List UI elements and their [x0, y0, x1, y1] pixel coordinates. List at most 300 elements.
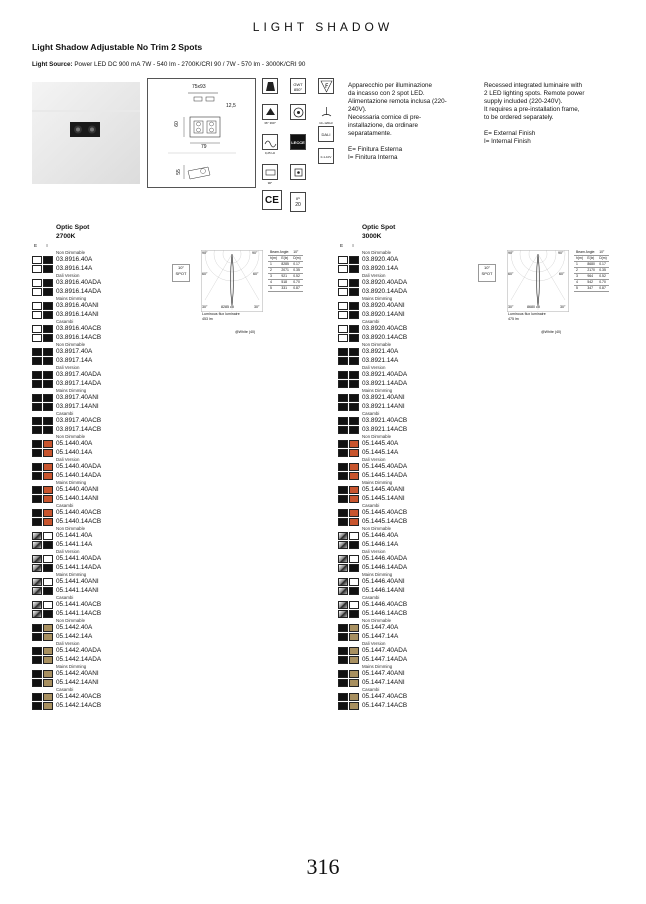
product-code[interactable]: 03.8916.14A	[56, 264, 93, 272]
polar-angle: 30°	[254, 305, 260, 309]
product-code[interactable]: 05.1446.40ACB	[362, 601, 408, 608]
product-code[interactable]: 03.8917.14ADA	[56, 379, 102, 387]
external-finish-swatch	[338, 541, 348, 549]
external-finish-swatch	[338, 463, 348, 471]
dimming-label: Dali Version	[362, 457, 386, 462]
code-group	[32, 572, 162, 595]
tilt-icon	[318, 104, 334, 120]
rotation-icon	[290, 104, 306, 120]
product-code[interactable]: 05.1442.14ANI	[56, 678, 99, 686]
product-code-row	[32, 334, 162, 343]
product-code[interactable]: 05.1442.40ANI	[56, 670, 99, 677]
finish-swatch	[32, 426, 53, 434]
product-code-row	[338, 288, 468, 297]
external-finish-swatch	[32, 302, 42, 310]
external-finish-swatch	[32, 472, 42, 480]
product-code[interactable]: 05.1446.40ANI	[362, 578, 405, 585]
code-group	[32, 641, 162, 664]
product-code-row	[338, 440, 468, 449]
product-code[interactable]: 05.1447.14ADA	[362, 655, 408, 663]
external-finish-swatch	[338, 380, 348, 388]
finish-swatch	[32, 311, 53, 319]
product-code[interactable]: 03.8916.14ADA	[56, 287, 102, 295]
dimming-label: Casambi	[362, 595, 380, 600]
external-finish-swatch	[32, 426, 42, 434]
finish-swatch	[32, 265, 53, 273]
dimming-label: Dali Version	[362, 273, 386, 278]
product-code[interactable]: 05.1445.14ACB	[362, 517, 408, 525]
dimming-label: Mains Dimming	[56, 296, 87, 301]
product-code[interactable]: 05.1441.14ACB	[56, 609, 102, 617]
product-code[interactable]: 05.1442.40A	[56, 624, 93, 631]
polar-angle: 60°	[253, 272, 259, 276]
beam-table-cell: 331	[279, 286, 291, 292]
internal-finish-swatch	[43, 334, 53, 342]
beam-table-cell: 8285	[279, 262, 291, 268]
product-code[interactable]: 03.8916.40ANI	[56, 302, 99, 309]
optic-spot-label: Optic Spot	[362, 224, 396, 231]
internal-finish-swatch	[43, 564, 53, 572]
product-code[interactable]: 05.1442.40ADA	[56, 647, 102, 654]
product-code-row	[338, 325, 468, 334]
finish-swatch	[338, 302, 359, 310]
internal-finish-swatch	[43, 624, 53, 632]
product-code-row	[338, 587, 468, 596]
product-code[interactable]: 03.8916.14ANI	[56, 310, 99, 318]
internal-finish-swatch	[43, 610, 53, 618]
product-code[interactable]: 03.8917.14ACB	[56, 425, 102, 433]
finish-swatch	[338, 555, 359, 563]
external-finish-swatch	[338, 532, 348, 540]
finish-swatch	[32, 440, 53, 448]
description-it	[348, 82, 478, 162]
external-finish-swatch	[338, 610, 348, 618]
product-code-row	[32, 426, 162, 435]
product-code[interactable]: 03.8921.14ADA	[362, 379, 408, 387]
external-finish-swatch	[338, 509, 348, 517]
product-code-row	[32, 394, 162, 403]
product-code[interactable]: 05.1446.40ADA	[362, 555, 408, 562]
svg-text:F: F	[325, 83, 329, 90]
finish-swatch	[338, 463, 359, 471]
description-line: Alimentazione remota inclusa (220-	[348, 98, 447, 105]
finish-swatch	[32, 348, 53, 356]
finish-swatch	[338, 587, 359, 595]
beam-angle-label: Beam Angle:	[576, 250, 596, 254]
finish-swatch	[338, 624, 359, 632]
product-code-row	[32, 532, 162, 541]
code-group	[32, 342, 162, 365]
product-code-row	[32, 647, 162, 656]
product-code[interactable]: 03.8917.40A	[56, 348, 93, 355]
beam-table-cell: 0.35	[597, 268, 609, 274]
product-code[interactable]: 05.1445.14A	[362, 448, 399, 456]
code-group	[338, 664, 468, 687]
internal-finish-swatch	[43, 302, 53, 310]
product-code[interactable]: 05.1440.14A	[56, 448, 93, 456]
internal-finish-swatch	[349, 702, 359, 710]
finish-swatch	[32, 463, 53, 471]
product-code[interactable]: 05.1442.14A	[56, 632, 93, 640]
product-code[interactable]: 05.1446.14ADA	[362, 563, 408, 571]
external-finish-swatch	[338, 555, 348, 563]
product-code-row	[32, 601, 162, 610]
finish-swatch	[32, 394, 53, 402]
product-code-row	[338, 394, 468, 403]
dimming-label: Casambi	[56, 319, 74, 324]
finish-swatch	[338, 670, 359, 678]
internal-finish-swatch	[43, 587, 53, 595]
finish-swatch	[338, 518, 359, 526]
finish-swatch	[32, 633, 53, 641]
polar-angle: 60°	[202, 272, 208, 276]
description-line: da incasso con 2 spot LED.	[348, 90, 425, 97]
internal-finish-swatch	[349, 463, 359, 471]
product-code[interactable]: 03.8920.40ADA	[362, 279, 408, 286]
finish-swatch	[338, 394, 359, 402]
dimming-label: Casambi	[56, 503, 74, 508]
product-code[interactable]: 03.8917.14A	[56, 356, 93, 364]
product-code-row	[32, 670, 162, 679]
dimming-label: Mains Dimming	[362, 480, 393, 485]
internal-finish-swatch	[349, 587, 359, 595]
product-code[interactable]: 05.1447.14ACB	[362, 701, 408, 709]
finish-swatch	[32, 670, 53, 678]
external-finish-swatch	[338, 587, 348, 595]
internal-finish-swatch	[349, 256, 359, 264]
product-code[interactable]: 05.1442.14ADA	[56, 655, 102, 663]
flicker-icon	[262, 134, 278, 150]
product-code-row	[32, 472, 162, 481]
finish-swatch	[338, 426, 359, 434]
finish-swatch	[338, 495, 359, 503]
product-code[interactable]: 03.8920.14ADA	[362, 287, 408, 295]
product-code[interactable]: 05.1440.14ACB	[56, 517, 102, 525]
product-code-row	[32, 256, 162, 265]
product-code[interactable]: 05.1440.40A	[56, 440, 93, 447]
finish-swatch	[338, 357, 359, 365]
product-code[interactable]: 05.1442.40ACB	[56, 693, 102, 700]
finish-swatch	[32, 449, 53, 457]
product-code[interactable]: 05.1446.14A	[362, 540, 399, 548]
product-code[interactable]: 03.8916.14ACB	[56, 333, 102, 341]
internal-finish-swatch	[349, 495, 359, 503]
product-code-row	[32, 578, 162, 587]
product-code[interactable]: 03.8920.40ANI	[362, 302, 405, 309]
external-finish-swatch	[338, 693, 348, 701]
internal-finish-swatch	[43, 394, 53, 402]
external-finish-swatch	[338, 518, 348, 526]
beam-table-cell: 1	[268, 262, 279, 268]
product-code[interactable]: 03.8920.14ANI	[362, 310, 405, 318]
product-code-row	[32, 624, 162, 633]
product-code[interactable]: 03.8916.40ADA	[56, 279, 102, 286]
code-group	[32, 687, 162, 710]
product-code-row	[32, 693, 162, 702]
beam-table-cell: 8680	[585, 262, 597, 268]
external-finish-swatch	[32, 610, 42, 618]
dimming-label: Dali Version	[56, 365, 80, 370]
product-code-row	[338, 702, 468, 711]
product-code[interactable]: 03.8921.40ANI	[362, 394, 405, 401]
flicker-label: 0,25 Hz	[264, 151, 276, 155]
product-code[interactable]: 05.1445.14ANI	[362, 494, 405, 502]
product-code-row	[338, 518, 468, 527]
product-code-row	[32, 325, 162, 334]
product-code[interactable]: 03.8917.40ANI	[56, 394, 99, 401]
internal-finish-swatch	[43, 463, 53, 471]
finish-swatch	[32, 403, 53, 411]
product-code[interactable]: 05.1440.14ADA	[56, 471, 102, 479]
product-code-row	[338, 371, 468, 380]
code-group	[338, 434, 468, 457]
product-photo	[32, 82, 140, 184]
product-code[interactable]: 05.1441.14ADA	[56, 563, 102, 571]
polar-diagram	[172, 250, 272, 350]
external-finish-swatch	[338, 417, 348, 425]
product-code[interactable]: 03.8921.40A	[362, 348, 399, 355]
product-code[interactable]: 05.1447.14A	[362, 632, 399, 640]
beam-table-cell: 0.52	[597, 274, 609, 280]
finish-swatch	[32, 578, 53, 586]
luminous-flux: Luminous flux luminaire 475 lm	[508, 312, 546, 321]
finish-swatch	[32, 693, 53, 701]
code-group	[32, 526, 162, 549]
description-line: I= Internal Finish	[484, 138, 531, 145]
beam-table-cell: 5	[268, 286, 279, 292]
beam-table-cell: 3	[574, 274, 585, 280]
internal-finish-swatch	[349, 486, 359, 494]
finish-swatch	[32, 256, 53, 264]
external-finish-swatch	[338, 288, 348, 296]
internal-finish-swatch	[43, 288, 53, 296]
internal-finish-swatch	[349, 541, 359, 549]
external-finish-swatch	[338, 472, 348, 480]
product-code[interactable]: 05.1441.40ADA	[56, 555, 102, 562]
product-code-row	[338, 679, 468, 688]
internal-finish-swatch	[43, 311, 53, 319]
product-code-row	[32, 403, 162, 412]
dimming-label: Dali Version	[56, 549, 80, 554]
beam-table-header: D(m)	[599, 256, 607, 260]
page-number: 316	[306, 854, 340, 879]
code-group	[338, 503, 468, 526]
code-group	[338, 411, 468, 434]
product-code[interactable]: 03.8921.14A	[362, 356, 399, 364]
dimming-label: Non Dimmable	[56, 342, 86, 347]
product-code[interactable]: 03.8917.14ANI	[56, 402, 99, 410]
internal-finish-swatch	[43, 532, 53, 540]
external-finish-swatch	[338, 334, 348, 342]
product-code[interactable]: 05.1440.14ANI	[56, 494, 99, 502]
lecce-icon: LECCE	[290, 134, 306, 150]
polar-diagram	[478, 250, 578, 350]
beam-table-cell: 1	[574, 262, 585, 268]
product-code[interactable]: 03.8917.40ADA	[56, 371, 102, 378]
internal-finish-swatch	[349, 265, 359, 273]
product-code-row	[32, 495, 162, 504]
finish-swatch	[338, 449, 359, 457]
beam-table-cell: 347	[585, 286, 597, 292]
product-code-row	[32, 279, 162, 288]
internal-finish-swatch	[43, 670, 53, 678]
code-group	[32, 503, 162, 526]
product-code[interactable]: 05.1441.40ACB	[56, 601, 102, 608]
code-group	[32, 273, 162, 296]
external-finish-swatch	[338, 325, 348, 333]
product-code-row	[338, 426, 468, 435]
product-code[interactable]: 05.1445.40A	[362, 440, 399, 447]
dimming-label: Dali Version	[56, 641, 80, 646]
product-code-row	[338, 610, 468, 619]
description-line: Necessaria cornice di pre-	[348, 114, 422, 121]
code-group	[32, 319, 162, 342]
finish-swatch	[32, 702, 53, 710]
finish-swatch	[338, 541, 359, 549]
product-code[interactable]: 05.1440.40ACB	[56, 509, 102, 516]
internal-finish-swatch	[43, 426, 53, 434]
internal-finish-swatch	[43, 256, 53, 264]
product-code-row	[32, 302, 162, 311]
beam-table-row	[268, 286, 303, 292]
product-code-row	[338, 486, 468, 495]
product-code[interactable]: 05.1447.40ANI	[362, 670, 405, 677]
finish-swatch	[32, 587, 53, 595]
external-finish-swatch	[338, 440, 348, 448]
product-code[interactable]: 03.8916.40ACB	[56, 325, 102, 332]
code-group	[338, 250, 468, 273]
product-code[interactable]: 05.1446.40A	[362, 532, 399, 539]
dimming-label: Casambi	[362, 503, 380, 508]
product-code[interactable]: 03.8920.40ACB	[362, 325, 408, 332]
product-code[interactable]: 05.1446.14ANI	[362, 586, 405, 594]
dimming-label: Mains Dimming	[56, 572, 87, 577]
product-code-row	[338, 348, 468, 357]
product-code[interactable]: 03.8920.14A	[362, 264, 399, 272]
external-finish-swatch	[338, 371, 348, 379]
finish-swatch	[338, 610, 359, 618]
product-code[interactable]: 05.1442.14ACB	[56, 701, 102, 709]
product-code-row	[32, 486, 162, 495]
finish-swatch	[32, 518, 53, 526]
product-code[interactable]: 03.8921.40ACB	[362, 417, 408, 424]
external-finish-swatch	[338, 449, 348, 457]
external-finish-swatch	[32, 679, 42, 687]
product-code[interactable]: 05.1440.40ANI	[56, 486, 99, 493]
product-code-row	[338, 670, 468, 679]
code-group	[32, 411, 162, 434]
product-code-row	[338, 564, 468, 573]
product-code-row	[32, 587, 162, 596]
dimming-label: Casambi	[362, 411, 380, 416]
internal-finish-swatch	[43, 403, 53, 411]
internal-finish-swatch	[349, 311, 359, 319]
cct-label: 2700K	[56, 232, 76, 240]
product-code-row	[338, 532, 468, 541]
external-finish-swatch	[32, 670, 42, 678]
finish-swatch	[338, 325, 359, 333]
code-group	[32, 664, 162, 687]
finish-swatch	[338, 256, 359, 264]
finish-swatch	[32, 541, 53, 549]
code-group	[32, 457, 162, 480]
internal-finish-swatch	[43, 509, 53, 517]
product-code[interactable]: 05.1441.14A	[56, 540, 93, 548]
external-finish-swatch	[32, 633, 42, 641]
product-code[interactable]: 03.8920.14ACB	[362, 333, 408, 341]
external-finish-swatch	[32, 449, 42, 457]
dimming-label: Mains Dimming	[56, 388, 87, 393]
external-finish-swatch	[32, 587, 42, 595]
finish-swatch	[338, 380, 359, 388]
product-code[interactable]: 05.1445.40ANI	[362, 486, 405, 493]
dimming-label: Non Dimmable	[362, 250, 392, 255]
product-code[interactable]: 05.1441.40A	[56, 532, 93, 539]
internal-finish-swatch	[349, 348, 359, 356]
description-line: E= Finitura Esterna	[348, 146, 403, 153]
product-code-row	[32, 357, 162, 366]
beam-table-cell: 4	[574, 280, 585, 286]
product-code[interactable]: 05.1440.40ADA	[56, 463, 102, 470]
product-code[interactable]: 05.1447.14ANI	[362, 678, 405, 686]
dim-height: 60	[173, 121, 180, 127]
beam-table-cell: 2071	[279, 268, 291, 274]
external-finish-swatch	[32, 578, 42, 586]
product-code[interactable]: 03.8921.14ACB	[362, 425, 408, 433]
product-code[interactable]: 03.8917.40ACB	[56, 417, 102, 424]
product-code[interactable]: 05.1447.40ACB	[362, 693, 408, 700]
code-group	[338, 365, 468, 388]
internal-finish-swatch	[349, 670, 359, 678]
dim-depth: 12,5	[226, 103, 236, 109]
internal-finish-swatch	[349, 417, 359, 425]
finish-swatch	[32, 679, 53, 687]
dimming-label: Dali Version	[362, 365, 386, 370]
internal-finish-swatch	[349, 601, 359, 609]
product-code-row	[32, 679, 162, 688]
product-code[interactable]: 03.8921.14ANI	[362, 402, 405, 410]
product-code[interactable]: 05.1447.40A	[362, 624, 399, 631]
product-code[interactable]: 03.8921.40ADA	[362, 371, 408, 378]
external-finish-swatch	[32, 518, 42, 526]
product-code-row	[338, 555, 468, 564]
finish-swatch	[32, 564, 53, 572]
product-code[interactable]: 05.1445.40ADA	[362, 463, 408, 470]
internal-finish-swatch	[43, 380, 53, 388]
product-code[interactable]: 03.8916.40A	[56, 256, 93, 263]
product-code-row	[338, 265, 468, 274]
product-code[interactable]: 05.1446.14ACB	[362, 609, 408, 617]
beam-table-cell: 518	[279, 280, 291, 286]
adjustable-angle-icon	[262, 104, 278, 120]
beam-table-cell: 964	[585, 274, 597, 280]
dimming-label: Dali Version	[56, 457, 80, 462]
product-code[interactable]: 05.1447.40ADA	[362, 647, 408, 654]
product-code[interactable]: 05.1445.40ACB	[362, 509, 408, 516]
product-code-row	[338, 463, 468, 472]
dali-icon: DALI	[318, 126, 334, 142]
dimming-icon: 0-1-10V	[318, 148, 334, 164]
internal-finish-swatch	[43, 440, 53, 448]
product-code[interactable]: 05.1441.14ANI	[56, 586, 99, 594]
finish-swatch	[32, 647, 53, 655]
external-finish-swatch	[338, 279, 348, 287]
product-code[interactable]: 05.1441.40ANI	[56, 578, 99, 585]
code-group	[32, 618, 162, 641]
external-finish-swatch	[32, 288, 42, 296]
product-code[interactable]: 05.1445.14ADA	[362, 471, 408, 479]
product-code[interactable]: 03.8920.40A	[362, 256, 399, 263]
